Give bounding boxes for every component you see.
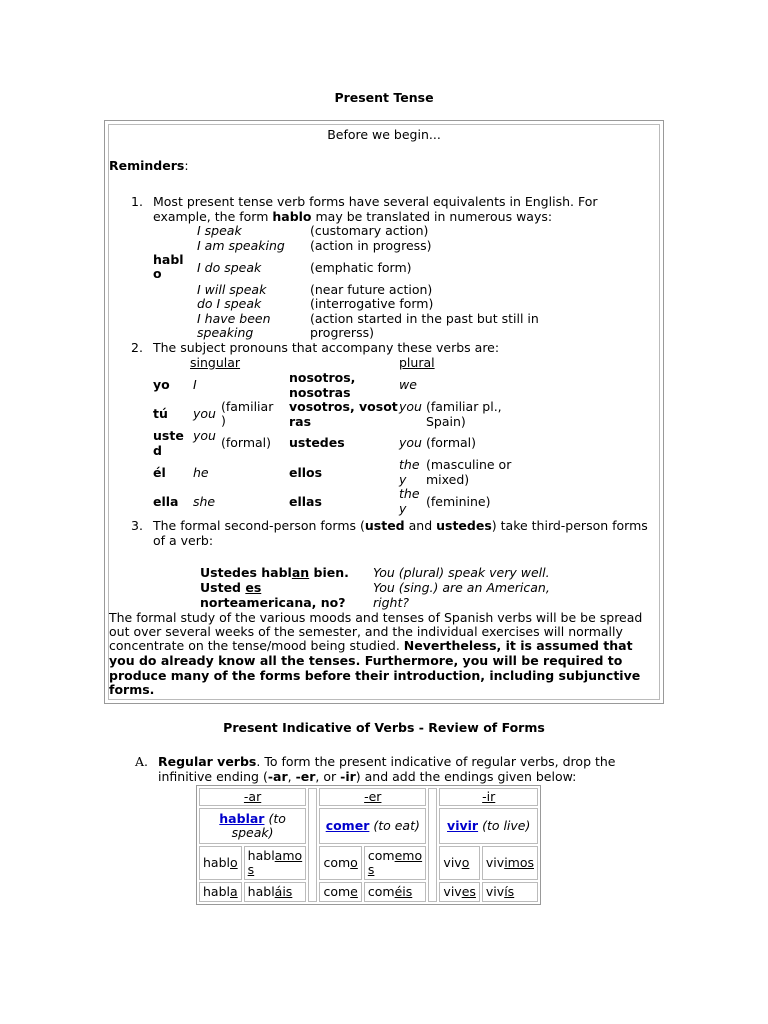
cell-habla [199,882,242,902]
pronoun-yo-en: I [193,377,197,392]
comma-2: , or [315,769,341,784]
regular-verbs-label: Regular verbs [158,754,257,769]
example-1-post: bien. [309,565,349,580]
familiar-2: ) [221,413,226,428]
stem: habl [203,884,230,899]
item3-mid: and [404,518,437,533]
cell-comeis [364,882,426,902]
cell-vivis [482,882,538,902]
infinitive-comer-cell [319,808,426,844]
pronoun-ustedes: ustedes [289,435,345,450]
feminine: (feminine) [426,494,491,509]
item3-ustedes: ustedes [436,518,492,533]
ending: ís [504,884,515,899]
pronoun-tu: tú [153,406,168,421]
para-line2: out over several weeks of the semester, and the individual exercises will normally [109,624,623,639]
example-1-pre: Ustedes habl [200,565,292,580]
item3-pre: The formal second-person forms ( [153,518,365,533]
para-line1: The formal study of the various moods and tenses of Spanish verbs will be be spread [109,610,643,625]
cell-hablamos [244,846,306,880]
item1-number: 1. [131,194,143,209]
pronoun-we-en: we [399,377,417,392]
example-2-en-2: right? [373,595,410,610]
example-1-ending: an [291,565,310,580]
meaning-note-0: (customary action) [310,223,429,238]
vivir-link[interactable]: vivir [447,818,479,833]
table-row [199,882,538,902]
ending: e [350,884,358,899]
pronoun-yo: yo [153,377,170,392]
pronoun-tu-en: you [193,406,216,421]
comer-link[interactable]: comer [325,818,370,833]
item3-line2: of a verb: [153,533,214,548]
para-line6: forms. [109,682,155,697]
meaning-note-2: (emphatic form) [310,260,412,275]
hablar-gloss-2: speak) [231,825,274,840]
cell-comemos [364,846,426,880]
cell-vivimos [482,846,538,880]
header-ir-text: -ir [482,789,496,804]
pronoun-el-en: he [193,465,209,480]
example-2 [200,580,261,595]
comma-1: , [287,769,296,784]
pronoun-ellas: ellas [289,494,322,509]
stem: com [323,884,351,899]
stem: viv [443,855,462,870]
vivir-gloss: (to live) [482,818,531,833]
meaning-note-4: (interrogative form) [310,296,434,311]
ending-cont: s [367,862,375,877]
item3-usted: usted [364,518,405,533]
item3-number: 3. [131,518,143,533]
meaning-en-4: do I speak [197,296,262,311]
column-separator [308,788,317,902]
stem: viv [485,855,505,870]
reminders-label: Reminders [109,158,185,173]
pronoun-ella: ella [153,494,179,509]
pronoun-el: él [153,465,166,480]
pronoun-ellos: ellos [289,465,323,480]
stem: habl [203,855,230,870]
item3-post: ) take third-person forms [491,518,648,533]
para-line5: produce many of the forms before their introduction, including subjunctive [109,668,641,683]
example-1-en: You (plural) speak very well. [373,565,550,580]
stem: habl [247,884,275,899]
meaning-en-5a: I have been [197,311,271,326]
header-er [319,788,426,806]
table-header-row [199,788,538,806]
pronoun-usted-2: d [153,443,162,458]
table-row [199,846,538,880]
stem: viv [485,884,505,899]
column-separator [428,788,437,902]
item1-line2 [153,209,552,224]
a-label: A. [135,754,149,769]
page-title: Present Tense [334,90,434,105]
item2-text: The subject pronouns that accompany these verbs are: [153,340,500,355]
a-line1-text: . To form the present indicative of regular verbs, drop the [256,754,616,769]
formal-pl: (formal) [426,435,477,450]
fam-pl-1: (familiar pl., [426,399,502,414]
infinitive-vivir-cell [439,808,538,844]
cell-como [319,846,361,880]
hablo-label-2: o [153,266,162,281]
item1-line2-post: may be translated in numerous ways: [311,209,553,224]
meaning-en-3: I will speak [197,282,267,297]
meaning-en-0: I speak [197,223,242,238]
meaning-note-5b: progrerss) [310,325,374,340]
item3-line1 [153,518,648,533]
hablar-gloss-1: (to [268,811,286,826]
vosotras-part: , vosot [349,399,398,414]
formal-sing: (formal) [221,435,272,450]
ending: éis [394,884,413,899]
endings-table [196,785,541,905]
item1-line1: Most present tense verb forms have several equivalents in English. For [153,194,598,209]
hablo-word: hablo [272,209,312,224]
hablo-label-1: habl [153,252,184,267]
cell-vivo [439,846,479,880]
header-ir [439,788,538,806]
meaning-note-1: (action in progress) [310,238,432,253]
fam-pl-2: Spain) [426,414,466,429]
they-2b: y [399,501,407,516]
hablo-label [153,253,184,281]
familiar-1: (familiar [221,399,274,414]
before-we-begin: Before we begin... [327,127,441,142]
stem: com [367,884,395,899]
ending: áis [274,884,293,899]
ending: es [461,884,476,899]
pronoun-vosotros-2: ras [289,414,312,429]
a-line1 [158,754,616,769]
pronoun-you-pl-en: you [399,399,422,414]
they-1: the [399,457,420,472]
item1-line2-pre: example, the form [153,209,273,224]
a-line2-post: ) and add the endings given below: [355,769,577,784]
example-2-en-1: You (sing.) are an American, [373,580,550,595]
ending: o [350,855,358,870]
stem: viv [443,884,462,899]
singular-heading: singular [190,355,241,370]
example-2-pre: Usted [200,580,246,595]
ending: a [230,884,238,899]
pronoun-nosotros-2: nosotras [289,385,351,400]
reminders-colon: : [184,158,189,173]
pronoun-ustedes-en: you [399,435,422,450]
pronoun-usted-en: you [193,428,216,443]
reminders-heading [109,158,189,173]
header-ar [199,788,306,806]
they-1b: y [399,472,407,487]
ending-ir: -ir [340,769,356,784]
infinitive-hablar-cell [199,808,306,844]
ending: o [461,855,470,870]
header-er-text: -er [364,789,382,804]
ending-er: -er [295,769,316,784]
meaning-note-5a: (action started in the past but still in [310,311,539,326]
para-line3 [109,638,633,653]
masc-2: mixed) [426,472,470,487]
ending-ar: -ar [267,769,288,784]
example-1 [200,565,349,580]
meaning-en-1: I am speaking [197,238,285,253]
stem: com [323,855,351,870]
they-2: the [399,486,420,501]
pronoun-nosotros-1: nosotros, [289,370,356,385]
cell-hablais [244,882,306,902]
meaning-note-3: (near future action) [310,282,433,297]
pronoun-usted-1: uste [153,428,184,443]
pronoun-ella-en: she [193,494,216,509]
para-line3-bold: Nevertheless, it is assumed that [403,638,633,653]
plural-heading: plural [399,355,435,370]
para-line4: you do already know all the tenses. Furthermore, you will be required to [109,653,623,668]
ending: emo [394,848,423,863]
header-ar-text: -ar [243,789,262,804]
masc-1: (masculine or [426,457,512,472]
a-line2 [158,769,576,784]
a-line2-pre: infinitive ending ( [158,769,268,784]
ending-cont: s [247,862,255,877]
ending: amo [274,848,303,863]
ending: o [230,855,238,870]
cell-vives [439,882,479,902]
section-title: Present Indicative of Verbs - Review of Forms [223,720,545,735]
vosotros-word: vosotros [289,399,350,414]
stem: habl [247,848,275,863]
hablar-link[interactable]: hablar [219,811,265,826]
para-line3-pre: concentrate on the tense/mood being studied. [109,638,404,653]
ending: imos [504,855,534,870]
cell-come [319,882,361,902]
cell-hablo [199,846,242,880]
table-row [199,808,538,844]
comer-gloss: (to eat) [373,818,420,833]
meaning-en-5b: speaking [197,325,254,340]
example-2-line2: norteamericana, no? [200,595,346,610]
pronoun-vosotros-1 [289,399,398,414]
stem: com [367,848,395,863]
item2-number: 2. [131,340,143,355]
meaning-en-2: I do speak [197,260,262,275]
example-2-verb: es [245,580,262,595]
